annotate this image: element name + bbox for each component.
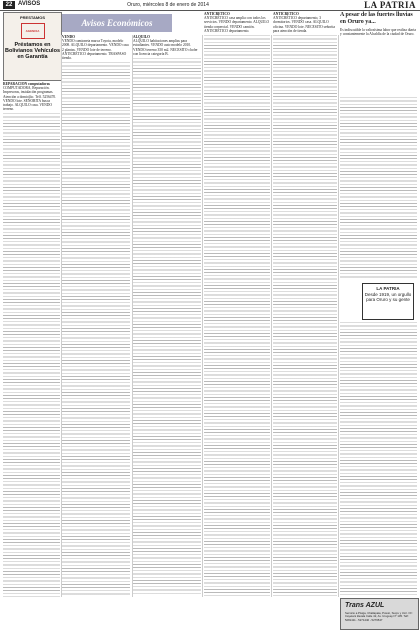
column-2-heading: VENDO xyxy=(62,35,75,39)
column-5-body: ANTICRÉTICO departamento, 3 dormitorios. VENDO casa. ALQUILO oficina. VENDO lote. NECESITO señorita para atención de tienda. xyxy=(273,16,335,33)
trans-azul-logo: Trans AZUL xyxy=(345,602,385,609)
column-4-heading: ANTICRÉTICO xyxy=(204,12,230,16)
loan-ad-title: PRESTAMOS xyxy=(19,15,46,20)
column-6 xyxy=(340,320,417,595)
sidebar-body: Es indiscutible la valiosísima labor que realiza diaria y constantemente la Alcaldía de la ciudad de Oruro. xyxy=(340,28,416,37)
sidebar-headline: A pesar de las fuertes lluvias en Oruro ya... xyxy=(340,12,413,25)
section-label: AVISOS xyxy=(18,1,41,7)
page-number: 22 xyxy=(3,1,15,9)
column-2-body: VENDO camioneta marca Toyota, modelo 2008. ALQUILO departamento. VENDO casa 2 plantas. VENDO lote de terreno. ANTICRÉTICO departamento. TRASPASO tienda. xyxy=(62,39,129,61)
column-1-heading: REPARACIÓN computadoras xyxy=(3,82,50,86)
column-1 xyxy=(3,82,60,597)
page-header xyxy=(0,0,420,11)
column-divider xyxy=(132,35,133,597)
column-3 xyxy=(133,35,201,597)
column-3-body: ALQUILO habitaciones amplias para estudiantes. VENDO auto modelo 2010. VENDO terreno 350 m2. NECESITO chofer con licencia categoría B. xyxy=(133,39,198,56)
column-4-text-lines xyxy=(204,33,270,597)
column-4-body: ANTICRÉTICO casa amplia con todos los servicios. VENDO departamento. ALQUILO tienda comercial. VENDO camión. ANTICRÉTICO departamento. xyxy=(204,16,270,33)
column-5 xyxy=(273,12,337,597)
column-2-text-lines xyxy=(62,60,130,597)
la-patria-box-title: LA PATRIA xyxy=(376,286,400,291)
bus-company-ad-text: Servicio a Pisiga, Challapata, Potosí, Sucre y Ucri. Of.: Cayetani Zavala Calle 42, Av. Uruguay Nº 105. Telf: 5281411 - 5271440 - 5276547 xyxy=(345,611,413,622)
column-5-text-lines xyxy=(273,33,337,597)
column-2 xyxy=(62,35,130,597)
column-3-text-lines xyxy=(133,56,201,596)
column-divider xyxy=(271,35,272,597)
bus-company-ad xyxy=(340,598,419,630)
column-divider xyxy=(338,35,339,597)
column-4 xyxy=(204,12,270,597)
loan-ad xyxy=(3,12,62,81)
classifieds-banner: Avisos Económicos xyxy=(62,14,172,32)
agency-stamp: AGENCIA xyxy=(21,23,45,39)
la-patria-box-slogan: Desde 1919, un orgullo para Oruro y su gente xyxy=(364,291,412,302)
dateline: Oruro, miércoles 8 de enero de 2014 xyxy=(127,2,209,8)
column-6-text-lines xyxy=(340,320,417,595)
column-1-text-lines xyxy=(3,111,60,597)
column-5-heading: ANTICRÉTICO xyxy=(273,12,299,16)
sidebar-promo xyxy=(340,12,417,92)
column-divider xyxy=(61,35,62,597)
loan-ad-text: Préstamos en Bolivianos Vehículos en Garantía xyxy=(4,42,61,60)
masthead: LA PATRIA xyxy=(364,0,416,10)
la-patria-promo-box xyxy=(362,283,414,320)
sidebar-text xyxy=(340,95,417,280)
column-divider xyxy=(202,35,203,597)
column-3-heading: ALQUILO xyxy=(133,35,150,39)
column-1-body: COMPUTADORA, Reparación. Impresoras, instalación programas. Atención a domicilio. Telf. 5256470. VENDO lote. SEÑORITA busca trabajo. ALQUILO casa. VENDO terreno. xyxy=(3,86,57,112)
sidebar-text-lines xyxy=(340,95,417,280)
